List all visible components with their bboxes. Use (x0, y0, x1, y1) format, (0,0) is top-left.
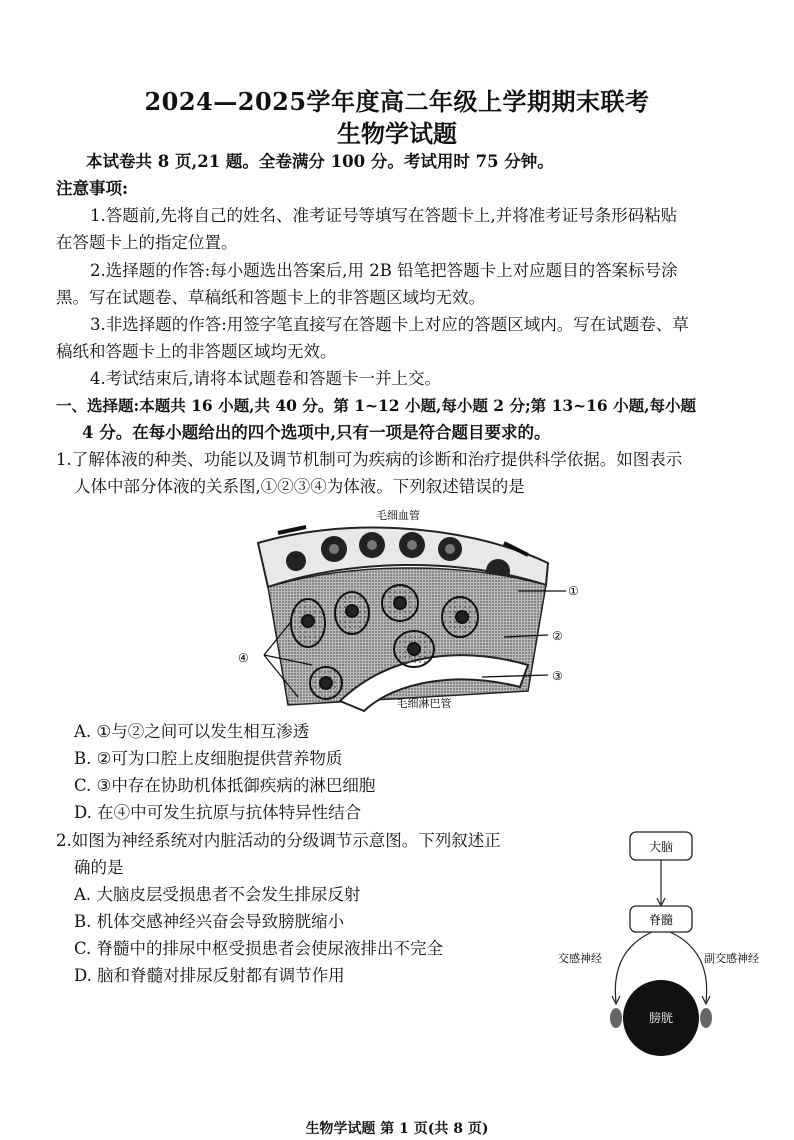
notes-heading: 注意事项: (56, 179, 129, 198)
q1-stem-b: 人体中部分体液的关系图,①②③④为体液。下列叙述错误的是 (74, 477, 525, 496)
note-1a: 1.答题前,先将自己的姓名、准考证号等填写在答题卡上,并将准考证号条形码粘贴 (90, 206, 678, 225)
ganglion-left (610, 1008, 622, 1028)
lymph-label: 毛细淋巴管 (396, 698, 452, 710)
ganglion-right (700, 1008, 712, 1028)
note-2b: 黑。写在试题卷、草稿纸和答题卡上的非答题区域均无效。 (56, 288, 485, 307)
marker-3: ③ (552, 669, 563, 683)
q1-option-a: A. ①与②之间可以发生相互渗透 (74, 722, 310, 741)
note-3a: 3.非选择题的作答:用签字笔直接写在答题卡上对应的答题区域内。写在试题卷、草 (90, 315, 689, 334)
exam-intro: 本试卷共 8 页,21 题。全卷满分 100 分。考试用时 75 分钟。 (86, 152, 554, 171)
exam-subtitle: 生物学试题 (337, 119, 457, 148)
note-2a: 2.选择题的作答:每小题选出答案后,用 2B 铅笔把答题卡上对应题目的答案标号涂 (90, 261, 678, 280)
section-heading-b: 4 分。在每小题给出的四个选项中,只有一项是符合题目要求的。 (82, 423, 551, 442)
q1-option-d: D. 在④中可发生抗原与抗体特异性结合 (74, 803, 362, 822)
marker-2: ② (552, 629, 563, 643)
sympathetic-label: 交感神经 (558, 953, 602, 965)
q2-option-a: A. 大脑皮层受损患者不会发生排尿反射 (74, 885, 361, 904)
q2-stem-a: 2.如图为神经系统对内脏活动的分级调节示意图。下列叙述正 (56, 831, 501, 850)
note-4: 4.考试结束后,请将本试题卷和答题卡一并上交。 (90, 369, 441, 388)
q1-stem-a: 1.了解体液的种类、功能以及调节机制可为疾病的诊断和治疗提供科学依据。如图表示 (56, 450, 683, 469)
note-3b: 稿纸和答题卡上的非答题区域均无效。 (56, 342, 337, 361)
parasympathetic-label: 副交感神经 (704, 953, 759, 965)
nervous-regulation-diagram (556, 826, 776, 1106)
body-fluid-diagram (228, 505, 588, 713)
q2-option-c: C. 脊髓中的排尿中枢受损患者会使尿液排出不完全 (74, 939, 444, 958)
exam-title: 2024—2025学年度高二年级上学期期末联考 (144, 87, 650, 116)
section-heading-a: 一、选择题:本题共 16 小题,共 40 分。第 1~12 小题,每小题 2 分;第 13~16 小题,每小题 (56, 396, 696, 415)
brain-label: 大脑 (648, 840, 674, 854)
page-footer: 生物学试题 第 1 页(共 8 页) (305, 1121, 489, 1137)
q1-option-c: C. ③中存在协助机体抵御疾病的淋巴细胞 (74, 776, 376, 795)
capillary-label: 毛细血管 (376, 510, 420, 522)
q2-stem-b: 确的是 (74, 858, 124, 877)
bladder-label: 膀胱 (648, 1011, 674, 1025)
note-1b: 在答题卡上的指定位置。 (56, 233, 238, 252)
q2-option-b: B. 机体交感神经兴奋会导致膀胱缩小 (74, 912, 345, 931)
q2-option-d: D. 脑和脊髓对排尿反射都有调节作用 (74, 966, 345, 985)
spine-label: 脊髓 (648, 913, 674, 927)
marker-4: ④ (238, 651, 249, 665)
marker-1: ① (568, 584, 579, 598)
q1-option-b: B. ②可为口腔上皮细胞提供营养物质 (74, 749, 343, 768)
